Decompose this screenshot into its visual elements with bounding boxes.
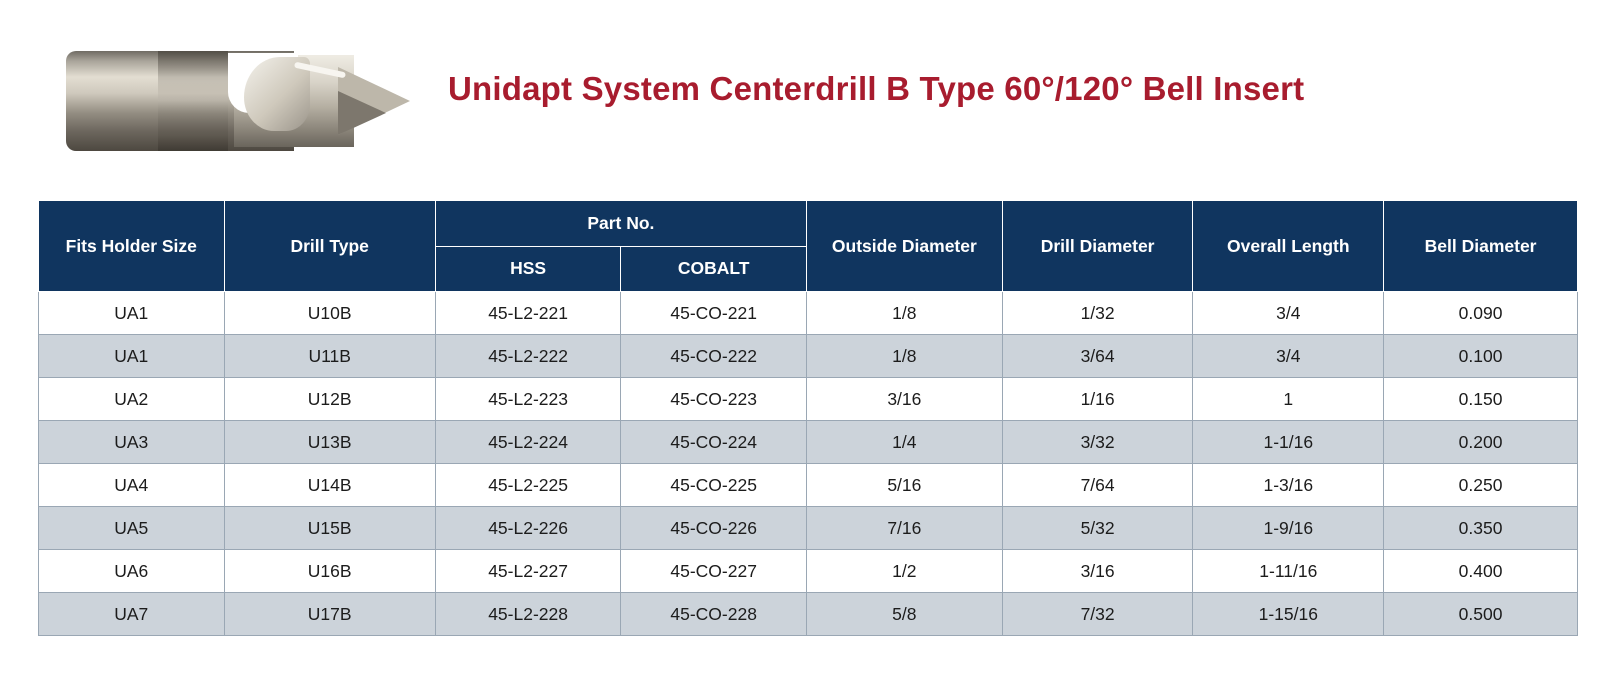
cell-outside-diameter: 1/2 bbox=[806, 550, 1002, 593]
cell-cobalt: 45-CO-226 bbox=[621, 507, 807, 550]
cell-bell-diameter: 0.250 bbox=[1384, 464, 1578, 507]
cell-cobalt: 45-CO-225 bbox=[621, 464, 807, 507]
cell-drill-diameter: 3/16 bbox=[1002, 550, 1193, 593]
page-title: Unidapt System Centerdrill B Type 60°/120° Bell Insert bbox=[448, 70, 1305, 107]
cell-overall-length: 3/4 bbox=[1193, 292, 1384, 335]
cell-overall-length: 1-15/16 bbox=[1193, 593, 1384, 636]
cell-drill-type: U15B bbox=[224, 507, 435, 550]
cell-fits-holder-size: UA2 bbox=[39, 378, 225, 421]
table-body bbox=[39, 292, 1578, 636]
specification-table bbox=[38, 200, 1578, 636]
cell-overall-length: 1-11/16 bbox=[1193, 550, 1384, 593]
col-header-hss: HSS bbox=[435, 246, 621, 292]
col-header-drill-type: Drill Type bbox=[224, 201, 435, 292]
cell-drill-diameter: 7/32 bbox=[1002, 593, 1193, 636]
cell-hss: 45-L2-221 bbox=[435, 292, 621, 335]
table-row bbox=[39, 421, 1578, 464]
cell-fits-holder-size: UA5 bbox=[39, 507, 225, 550]
cell-cobalt: 45-CO-221 bbox=[621, 292, 807, 335]
page-header bbox=[0, 0, 1614, 160]
cell-overall-length: 1-3/16 bbox=[1193, 464, 1384, 507]
drill-tip-shade bbox=[338, 91, 386, 135]
cell-bell-diameter: 0.500 bbox=[1384, 593, 1578, 636]
cell-bell-diameter: 0.350 bbox=[1384, 507, 1578, 550]
table-row bbox=[39, 335, 1578, 378]
cell-drill-type: U13B bbox=[224, 421, 435, 464]
col-header-cobalt: COBALT bbox=[621, 246, 807, 292]
cell-fits-holder-size: UA1 bbox=[39, 292, 225, 335]
col-header-overall-length: Overall Length bbox=[1193, 201, 1384, 292]
cell-drill-type: U14B bbox=[224, 464, 435, 507]
table-row bbox=[39, 292, 1578, 335]
col-header-part-no-group: Part No. bbox=[435, 201, 806, 247]
cell-bell-diameter: 0.090 bbox=[1384, 292, 1578, 335]
table-row bbox=[39, 464, 1578, 507]
cell-drill-diameter: 1/16 bbox=[1002, 378, 1193, 421]
col-header-drill-diameter: Drill Diameter bbox=[1002, 201, 1193, 292]
cell-drill-type: U11B bbox=[224, 335, 435, 378]
cell-outside-diameter: 3/16 bbox=[806, 378, 1002, 421]
centerdrill-illustration bbox=[38, 37, 428, 155]
col-header-fits-holder-size: Fits Holder Size bbox=[39, 201, 225, 292]
cell-overall-length: 3/4 bbox=[1193, 335, 1384, 378]
table-row bbox=[39, 507, 1578, 550]
cell-drill-diameter: 5/32 bbox=[1002, 507, 1193, 550]
cell-cobalt: 45-CO-224 bbox=[621, 421, 807, 464]
cell-hss: 45-L2-223 bbox=[435, 378, 621, 421]
cell-bell-diameter: 0.150 bbox=[1384, 378, 1578, 421]
cell-overall-length: 1-9/16 bbox=[1193, 507, 1384, 550]
cell-drill-diameter: 3/32 bbox=[1002, 421, 1193, 464]
cell-drill-diameter: 7/64 bbox=[1002, 464, 1193, 507]
table-row bbox=[39, 378, 1578, 421]
cell-hss: 45-L2-228 bbox=[435, 593, 621, 636]
cell-outside-diameter: 1/4 bbox=[806, 421, 1002, 464]
cell-hss: 45-L2-226 bbox=[435, 507, 621, 550]
cell-hss: 45-L2-227 bbox=[435, 550, 621, 593]
col-header-outside-diameter: Outside Diameter bbox=[806, 201, 1002, 292]
cell-outside-diameter: 5/8 bbox=[806, 593, 1002, 636]
cell-fits-holder-size: UA3 bbox=[39, 421, 225, 464]
cell-hss: 45-L2-224 bbox=[435, 421, 621, 464]
cell-outside-diameter: 1/8 bbox=[806, 292, 1002, 335]
cell-overall-length: 1-1/16 bbox=[1193, 421, 1384, 464]
drill-shank-shadow bbox=[158, 51, 228, 151]
cell-cobalt: 45-CO-223 bbox=[621, 378, 807, 421]
cell-drill-type: U10B bbox=[224, 292, 435, 335]
col-header-bell-diameter: Bell Diameter bbox=[1384, 201, 1578, 292]
spec-table-wrap bbox=[0, 160, 1614, 636]
cell-cobalt: 45-CO-222 bbox=[621, 335, 807, 378]
cell-overall-length: 1 bbox=[1193, 378, 1384, 421]
cell-fits-holder-size: UA4 bbox=[39, 464, 225, 507]
cell-bell-diameter: 0.400 bbox=[1384, 550, 1578, 593]
cell-hss: 45-L2-225 bbox=[435, 464, 621, 507]
cell-drill-type: U17B bbox=[224, 593, 435, 636]
cell-cobalt: 45-CO-227 bbox=[621, 550, 807, 593]
cell-fits-holder-size: UA6 bbox=[39, 550, 225, 593]
cell-hss: 45-L2-222 bbox=[435, 335, 621, 378]
table-row bbox=[39, 593, 1578, 636]
cell-drill-diameter: 1/32 bbox=[1002, 292, 1193, 335]
cell-fits-holder-size: UA7 bbox=[39, 593, 225, 636]
cell-bell-diameter: 0.200 bbox=[1384, 421, 1578, 464]
cell-outside-diameter: 1/8 bbox=[806, 335, 1002, 378]
cell-outside-diameter: 7/16 bbox=[806, 507, 1002, 550]
product-photo bbox=[28, 19, 428, 159]
table-row bbox=[39, 550, 1578, 593]
cell-drill-type: U16B bbox=[224, 550, 435, 593]
cell-drill-diameter: 3/64 bbox=[1002, 335, 1193, 378]
table-head bbox=[39, 201, 1578, 292]
cell-drill-type: U12B bbox=[224, 378, 435, 421]
table-head-row-group bbox=[39, 201, 1578, 247]
cell-outside-diameter: 5/16 bbox=[806, 464, 1002, 507]
cell-bell-diameter: 0.100 bbox=[1384, 335, 1578, 378]
cell-fits-holder-size: UA1 bbox=[39, 335, 225, 378]
cell-cobalt: 45-CO-228 bbox=[621, 593, 807, 636]
